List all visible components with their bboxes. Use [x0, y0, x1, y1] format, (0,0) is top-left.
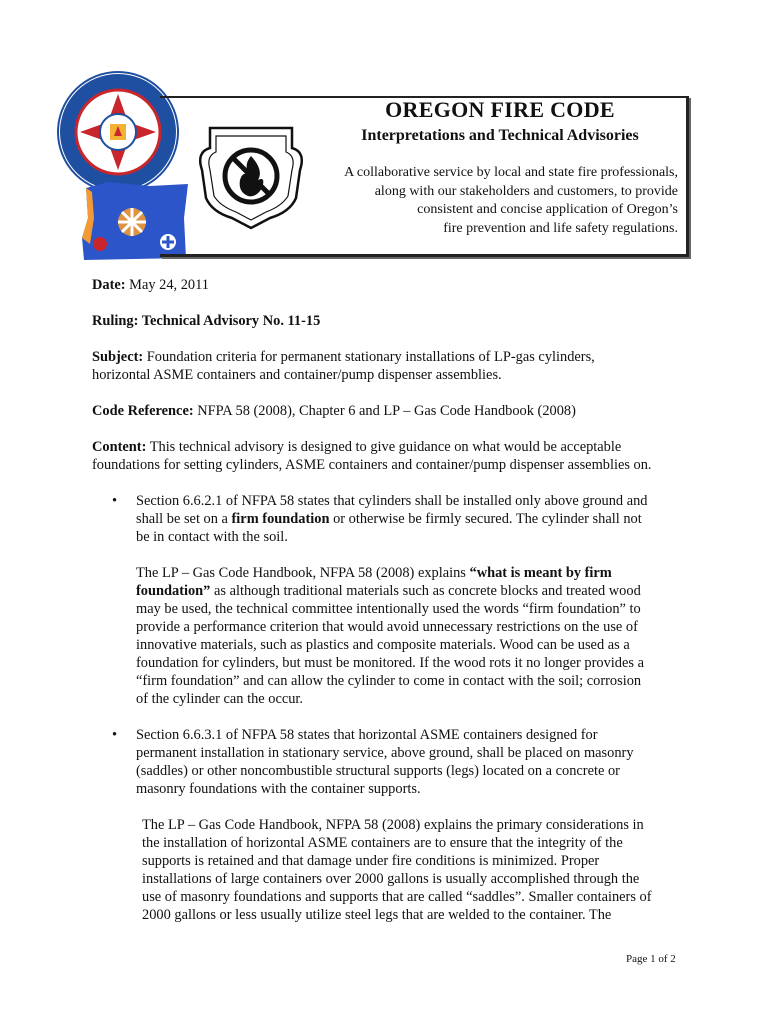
content-line-1: [92, 438, 692, 456]
mission-line: A collaborative service by local and state fire professionals,: [344, 165, 678, 180]
handbook-line: may be used, the technical committee intentionally used the words “firm foundation” to: [136, 601, 641, 617]
bullet-1-line: be in contact with the soil.: [136, 529, 288, 545]
handbook-line: “firm foundation” and can allow the cylinder to come in contact with the soil; corrosion: [136, 673, 642, 689]
handbook-explanation-2: [142, 816, 702, 924]
subject-label: Subject:: [92, 349, 144, 365]
subject-line-1: [92, 348, 692, 366]
document-title: OREGON FIRE CODE: [385, 97, 615, 122]
handbook-line: installations of large containers over 2000 gallons is usually accomplished through the: [142, 871, 640, 887]
subject-paragraph: [92, 348, 692, 384]
handbook-line: of the cylinder can the occur.: [136, 691, 304, 707]
header-box: [160, 96, 689, 257]
content-label: Content:: [92, 439, 147, 455]
bullet-2-text: [136, 726, 696, 798]
handbook-line: The LP – Gas Code Handbook, NFPA 58 (2008) explains the primary considerations in: [142, 817, 644, 833]
code-reference-label: Code Reference:: [92, 403, 194, 419]
handbook-line: the installation of horizontal ASME containers are to ensure that the integrity of the: [142, 835, 623, 851]
mission-statement: [308, 164, 678, 238]
bullet-2-line: permanent installation in stationary service, above ground, shall be placed on masonry: [136, 745, 634, 761]
code-reference-line: [92, 402, 692, 420]
text-run: or otherwise be firmly secured. The cylinder shall not: [329, 511, 642, 527]
mission-line: along with our stakeholders and customers, to provide: [374, 183, 678, 199]
mission-line: fire prevention and life safety regulations.: [443, 220, 678, 236]
handbook-line: provide a performance criterion that would avoid unnecessary restrictions on the use of: [136, 619, 638, 635]
handbook-line: innovative materials, such as plastics and composite materials. Wood can be used as a: [136, 637, 630, 653]
handbook-line: [136, 564, 696, 582]
mission-line: consistent and concise application of Oregon’s: [417, 202, 678, 217]
ruling-line: Ruling: Technical Advisory No. 11-15: [92, 313, 321, 329]
bullet-1-line: Section 6.6.2.1 of NFPA 58 states that cylinders shall be installed only above ground and: [136, 493, 648, 509]
handbook-line: [136, 582, 696, 600]
subject-text: Foundation criteria for permanent stationary installations of LP-gas cylinders,: [146, 349, 595, 365]
emphasis-firm-foundation: firm foundation: [231, 511, 330, 527]
handbook-line: foundation for cylinders, but must be monitored. If the wood rots it no longer provides a: [136, 655, 644, 671]
bullet-1-line: [136, 510, 696, 528]
handbook-line: 2000 gallons or less usually utilize steel legs that are welded to the container. The: [142, 907, 612, 923]
code-reference-value: NFPA 58 (2008), Chapter 6 and LP – Gas Code Handbook (2008): [197, 403, 576, 419]
date-value: May 24, 2011: [129, 277, 209, 293]
text-run: shall be set on a: [136, 511, 232, 527]
handbook-line: use of masonry foundations and supports that are called “saddles”. Smaller containers of: [142, 889, 652, 905]
bullet-2-line: (saddles) or other noncombustible structural supports (legs) located on a concrete or: [136, 763, 620, 779]
date-line: [92, 276, 209, 294]
bullet-2-line: Section 6.6.3.1 of NFPA 58 states that horizontal ASME containers designed for: [136, 727, 598, 743]
subject-line-2: horizontal ASME containers and container/pump dispenser assemblies.: [92, 367, 502, 383]
content-paragraph: [92, 438, 692, 474]
emphasis-text: foundation”: [136, 583, 211, 599]
page-number: Page 1 of 2: [626, 953, 676, 965]
document-subtitle: Interpretations and Technical Advisories: [361, 127, 639, 144]
emphasis-text: “what is meant by firm: [469, 565, 612, 581]
bullet-2-line: masonry foundations with the container supports.: [136, 781, 421, 797]
text-run: as although traditional materials such as concrete blocks and treated wood: [210, 583, 641, 599]
content-line-2: foundations for setting cylinders, ASME containers and container/pump dispenser assemblies on.: [92, 457, 652, 473]
content-text: This technical advisory is designed to give guidance on what would be acceptable: [149, 439, 622, 455]
bullet-marker: •: [112, 727, 118, 743]
handbook-explanation-1: [136, 564, 696, 708]
text-run: The LP – Gas Code Handbook, NFPA 58 (2008) explains: [136, 565, 470, 581]
handbook-line: supports is retained and that damage under fire conditions is minimized. Proper: [142, 853, 600, 869]
date-label: Date:: [92, 277, 126, 293]
bullet-marker: •: [112, 493, 118, 509]
bullet-1-text: [136, 492, 696, 546]
